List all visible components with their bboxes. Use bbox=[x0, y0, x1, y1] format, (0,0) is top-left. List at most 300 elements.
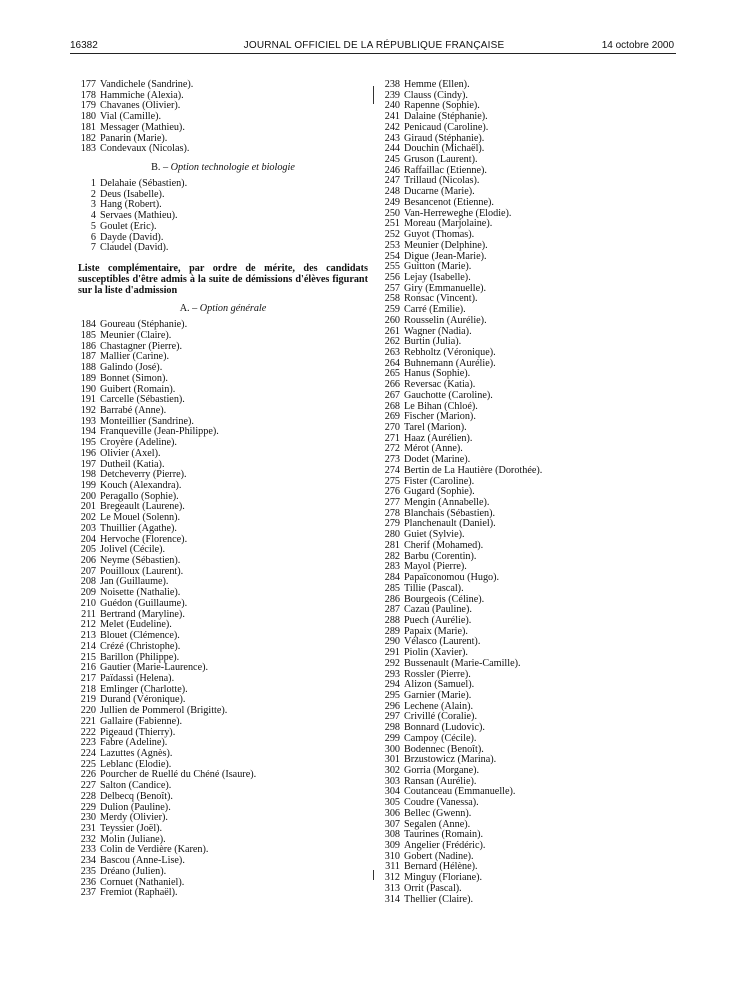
candidate-name: Thuillier (Agathe). bbox=[100, 522, 177, 534]
candidate-name: Angelier (Frédéric). bbox=[404, 840, 486, 852]
list-option-generale bbox=[78, 320, 368, 899]
rank-number: 197 bbox=[80, 458, 96, 470]
rank-number: 208 bbox=[80, 576, 96, 588]
candidate-name: Puech (Aurélie). bbox=[404, 614, 472, 626]
rank-number: 1 bbox=[90, 178, 96, 190]
candidate-name: Gruson (Laurent). bbox=[404, 154, 478, 166]
rank-number: 186 bbox=[80, 340, 96, 352]
rank-number: 287 bbox=[384, 604, 400, 616]
rank-number: 3 bbox=[90, 199, 96, 211]
rank-number: 291 bbox=[384, 647, 400, 659]
rank-number: 191 bbox=[80, 394, 96, 406]
section-subtitle-b: B. – Option technologie et biologie bbox=[151, 162, 295, 174]
candidate-name: Delahaie (Sébastien). bbox=[100, 178, 188, 190]
candidate-name: Leblanc (Elodie). bbox=[100, 758, 172, 770]
rank-number: 203 bbox=[80, 522, 96, 534]
rank-number: 201 bbox=[80, 501, 96, 513]
rank-number: 205 bbox=[80, 544, 96, 556]
rank-number: 304 bbox=[384, 786, 400, 798]
rank-number: 277 bbox=[384, 497, 400, 509]
candidate-name: Lejay (Isabelle). bbox=[404, 271, 471, 283]
candidate-name: Vial (Camille). bbox=[100, 111, 162, 123]
candidate-name: Fremiot (Raphaël). bbox=[100, 887, 178, 899]
candidate-name: Moreau (Marjolaine). bbox=[404, 218, 493, 230]
rank-number: 270 bbox=[384, 422, 400, 433]
list-option-generale-continued bbox=[382, 80, 682, 905]
candidate-name: Gautier (Marie-Laurence). bbox=[100, 662, 209, 674]
candidate-name: Ronsac (Vincent). bbox=[404, 293, 478, 305]
rank-number: 306 bbox=[384, 807, 400, 819]
candidate-name: Gorria (Morgane). bbox=[404, 765, 480, 776]
rank-number: 207 bbox=[80, 565, 96, 577]
rank-number: 301 bbox=[384, 754, 400, 766]
candidate-name: Pourcher de Ruellé du Chéné (Isaure). bbox=[100, 769, 257, 781]
candidate-name: Pouilloux (Laurent). bbox=[100, 565, 184, 577]
candidate-name: Teyssier (Joël). bbox=[100, 823, 163, 834]
candidate-name: Carcelle (Sébastien). bbox=[100, 394, 185, 406]
rank-number: 264 bbox=[384, 357, 400, 369]
candidate-name: Emlinger (Charlotte). bbox=[100, 683, 188, 695]
rank-number: 230 bbox=[80, 812, 96, 824]
rank-number: 295 bbox=[384, 689, 400, 701]
journal-title: JOURNAL OFFICIEL DE LA RÉPUBLIQUE FRANÇAISE bbox=[243, 40, 505, 51]
column-divider-bottom bbox=[373, 870, 374, 880]
rank-number: 280 bbox=[384, 529, 400, 541]
candidate-name: Fischer (Marion). bbox=[404, 411, 476, 423]
rank-number: 308 bbox=[384, 829, 400, 841]
candidate-name: Delbecq (Benoît). bbox=[100, 790, 173, 802]
rank-number: 245 bbox=[384, 154, 400, 166]
rank-number: 300 bbox=[384, 743, 400, 755]
candidate-name: Wagner (Nadia). bbox=[404, 325, 472, 337]
candidate-name: Salton (Candice). bbox=[100, 780, 172, 792]
candidate-name: Planchenault (Daniel). bbox=[404, 518, 496, 530]
candidate-name: Carré (Emilie). bbox=[404, 304, 466, 316]
rank-number: 299 bbox=[384, 732, 400, 744]
rank-number: 278 bbox=[384, 507, 400, 519]
rank-number: 217 bbox=[80, 672, 96, 684]
candidate-name: Bonnet (Simon). bbox=[100, 372, 168, 384]
rank-number: 216 bbox=[80, 662, 96, 674]
rank-number: 238 bbox=[384, 79, 400, 90]
rank-number: 284 bbox=[384, 572, 400, 584]
rank-number: 311 bbox=[385, 861, 400, 873]
candidate-name: Panarin (Marie). bbox=[100, 132, 168, 144]
candidate-name: Bourgeois (Céline). bbox=[404, 593, 485, 605]
candidate-name: Digue (Jean-Marie). bbox=[404, 250, 487, 262]
candidate-name: Croyère (Adeline). bbox=[100, 437, 177, 449]
candidate-name: Papaix (Marie). bbox=[404, 625, 468, 637]
rank-number: 313 bbox=[384, 882, 400, 894]
rank-number: 189 bbox=[80, 372, 96, 384]
rank-number: 222 bbox=[80, 726, 96, 738]
candidate-name: Papaïconomou (Hugo). bbox=[404, 572, 500, 584]
rank-number: 294 bbox=[384, 679, 400, 691]
candidate-name: Jan (Guillaume). bbox=[100, 576, 169, 588]
candidate-name: Bertin de La Hautière (Dorothée). bbox=[404, 464, 543, 476]
candidate-name: Minguy (Floriane). bbox=[404, 872, 483, 884]
candidate-name: Clauss (Cindy). bbox=[404, 89, 468, 101]
candidate-name: Olivier (Axel). bbox=[100, 447, 161, 459]
candidate-name: Rousselin (Aurélie). bbox=[404, 314, 487, 326]
candidate-name: Monteillier (Sandrine). bbox=[100, 415, 194, 427]
rank-number: 297 bbox=[384, 711, 400, 723]
rank-number: 289 bbox=[384, 625, 400, 637]
rank-number: 229 bbox=[80, 801, 96, 813]
rank-number: 6 bbox=[90, 231, 96, 243]
rank-number: 279 bbox=[384, 518, 400, 530]
candidate-name: Cornuet (Nathaniel). bbox=[100, 876, 185, 888]
candidate-name: Barbu (Corentin). bbox=[404, 550, 477, 562]
candidate-name: Païdassi (Helena). bbox=[100, 672, 175, 684]
complementary-list-heading: Liste complémentaire, par ordre de mérite, des candidats susceptibles d'être admis à la suite de démissions d'élèves figurant sur la liste d'admission bbox=[78, 263, 368, 296]
rank-number: 234 bbox=[80, 855, 96, 867]
candidate-name: Mérot (Anne). bbox=[404, 443, 463, 455]
rank-number: 236 bbox=[80, 876, 96, 888]
rank-number: 261 bbox=[384, 325, 400, 337]
rank-number: 219 bbox=[80, 694, 96, 706]
rank-number: 281 bbox=[384, 539, 400, 551]
rank-number: 290 bbox=[384, 636, 400, 648]
rank-number: 227 bbox=[80, 780, 96, 792]
rank-number: 253 bbox=[384, 239, 400, 251]
rank-number: 303 bbox=[384, 775, 400, 787]
candidate-name: Brzustowicz (Marina). bbox=[404, 754, 497, 766]
candidate-name: Dalaine (Stéphanie). bbox=[404, 111, 488, 123]
rank-number: 251 bbox=[384, 218, 400, 230]
rank-number: 202 bbox=[80, 512, 96, 524]
candidate-name: Merdy (Olivier). bbox=[100, 812, 168, 824]
candidate-name: Kouch (Alexandra). bbox=[100, 480, 182, 491]
rank-number: 214 bbox=[80, 640, 96, 652]
candidate-name: Barillon (Philippe). bbox=[100, 651, 180, 663]
rank-number: 310 bbox=[384, 850, 400, 862]
rank-number: 263 bbox=[384, 346, 400, 358]
candidate-name: Raffaillac (Etienne). bbox=[404, 164, 487, 176]
candidate-name: Le Mouel (Solenn). bbox=[100, 512, 181, 524]
candidate-name: Mayol (Pierre). bbox=[404, 561, 467, 573]
candidate-name: Hang (Robert). bbox=[100, 199, 162, 211]
rank-number: 254 bbox=[384, 250, 400, 262]
candidate-name: Deus (Isabelle). bbox=[100, 188, 165, 200]
list-item bbox=[382, 895, 682, 906]
rank-number: 258 bbox=[384, 293, 400, 305]
rank-number: 312 bbox=[384, 872, 400, 884]
candidate-name: Buhnemann (Aurélie). bbox=[404, 357, 496, 369]
rank-number: 237 bbox=[80, 887, 96, 899]
rank-number: 184 bbox=[80, 319, 96, 331]
candidate-name: Detcheverry (Pierre). bbox=[100, 469, 187, 481]
rank-number: 182 bbox=[80, 132, 96, 144]
rank-number: 192 bbox=[80, 404, 96, 416]
candidate-name: Bertrand (Maryline). bbox=[100, 608, 185, 620]
candidate-name: Mengin (Annabelle). bbox=[404, 497, 490, 509]
rank-number: 206 bbox=[80, 555, 96, 567]
candidate-name: Molin (Juliane). bbox=[100, 833, 166, 845]
candidate-name: Cazau (Pauline). bbox=[404, 604, 472, 616]
rank-number: 275 bbox=[384, 475, 400, 487]
list-technologie-biologie bbox=[78, 179, 368, 254]
candidate-name: Servaes (Mathieu). bbox=[100, 210, 178, 222]
candidate-name: Pigeaud (Thierry). bbox=[100, 726, 176, 738]
rank-number: 228 bbox=[80, 790, 96, 802]
rank-number: 188 bbox=[80, 362, 96, 374]
rank-number: 233 bbox=[80, 844, 96, 856]
rank-number: 211 bbox=[81, 608, 96, 620]
candidate-name: Barrabé (Anne). bbox=[100, 404, 167, 416]
rank-number: 302 bbox=[384, 765, 400, 776]
candidate-name: Messager (Mathieu). bbox=[100, 121, 185, 133]
rank-number: 183 bbox=[80, 143, 96, 155]
rank-number: 221 bbox=[80, 715, 96, 727]
candidate-name: Coutanceau (Emmanuelle). bbox=[404, 786, 516, 798]
rank-number: 262 bbox=[384, 336, 400, 348]
candidate-name: Gauchotte (Caroline). bbox=[404, 389, 493, 401]
candidate-name: Douchin (Michaël). bbox=[404, 143, 485, 155]
candidate-name: Condevaux (Nicolas). bbox=[100, 143, 190, 155]
rank-number: 314 bbox=[384, 893, 400, 905]
rank-number: 185 bbox=[80, 329, 96, 341]
candidate-name: Rebholtz (Véronique). bbox=[404, 346, 496, 358]
candidate-name: Jolivel (Cécile). bbox=[100, 544, 166, 556]
rank-number: 242 bbox=[384, 121, 400, 133]
candidate-name: Chastagner (Pierre). bbox=[100, 340, 183, 352]
candidate-name: Trillaud (Nicolas). bbox=[404, 175, 480, 187]
rank-number: 269 bbox=[384, 411, 400, 423]
rank-number: 272 bbox=[384, 443, 400, 455]
rank-number: 276 bbox=[384, 486, 400, 498]
rank-number: 255 bbox=[384, 261, 400, 273]
rank-number: 260 bbox=[384, 314, 400, 326]
candidate-name: Reversac (Katia). bbox=[404, 379, 476, 391]
rank-number: 190 bbox=[80, 383, 96, 395]
rank-number: 235 bbox=[80, 865, 96, 877]
rank-number: 293 bbox=[384, 668, 400, 680]
rank-number: 273 bbox=[384, 454, 400, 466]
rank-number: 209 bbox=[80, 587, 96, 599]
rank-number: 198 bbox=[80, 469, 96, 481]
candidate-name: Campoy (Cécile). bbox=[404, 732, 477, 744]
candidate-name: Dulion (Pauline). bbox=[100, 801, 171, 813]
candidate-name: Vélasco (Laurent). bbox=[404, 636, 481, 648]
candidate-name: Dutheil (Katia). bbox=[100, 458, 165, 470]
rank-number: 286 bbox=[384, 593, 400, 605]
candidate-name: Rapenne (Sophie). bbox=[404, 100, 480, 112]
candidate-name: Fabre (Adeline). bbox=[100, 737, 168, 749]
candidate-name: Crézé (Christophe). bbox=[100, 640, 181, 652]
rank-number: 4 bbox=[90, 210, 96, 222]
candidate-name: Blanchais (Sébastien). bbox=[404, 507, 496, 519]
rank-number: 179 bbox=[80, 100, 96, 112]
candidate-name: Coudre (Vanessa). bbox=[404, 797, 479, 809]
rank-number: 265 bbox=[384, 368, 400, 380]
candidate-name: Hervoche (Florence). bbox=[100, 533, 188, 545]
page-header bbox=[0, 0, 748, 52]
candidate-name: Bodennec (Benoît). bbox=[404, 743, 484, 755]
candidate-name: Hemme (Ellen). bbox=[404, 79, 470, 90]
list-item bbox=[78, 144, 368, 155]
candidate-name: Fister (Caroline). bbox=[404, 475, 475, 487]
candidate-name: Goulet (Eric). bbox=[100, 220, 157, 232]
rank-number: 267 bbox=[384, 389, 400, 401]
rank-number: 282 bbox=[384, 550, 400, 562]
rank-number: 268 bbox=[384, 400, 400, 412]
candidate-name: Lechene (Alain). bbox=[404, 700, 474, 712]
candidate-name: Tarel (Marion). bbox=[404, 422, 467, 433]
candidate-name: Jullien de Pommerol (Brigitte). bbox=[100, 705, 228, 717]
candidate-name: Bernard (Hélène). bbox=[404, 861, 478, 873]
rank-number: 292 bbox=[384, 657, 400, 669]
rank-number: 250 bbox=[384, 207, 400, 219]
rank-number: 285 bbox=[384, 582, 400, 594]
candidate-name: Piolin (Xavier). bbox=[404, 647, 468, 659]
rank-number: 7 bbox=[90, 242, 96, 254]
candidate-name: Melet (Eudeline). bbox=[100, 619, 172, 631]
rank-number: 231 bbox=[80, 823, 96, 834]
candidate-name: Penicaud (Caroline). bbox=[404, 121, 489, 133]
candidate-name: Vandichele (Sandrine). bbox=[100, 79, 194, 90]
candidate-name: Gugard (Sophie). bbox=[404, 486, 475, 498]
right-column bbox=[382, 80, 682, 905]
list-item bbox=[78, 888, 368, 899]
rank-number: 266 bbox=[384, 379, 400, 391]
list-continued bbox=[78, 80, 368, 155]
rank-number: 215 bbox=[80, 651, 96, 663]
rank-number: 296 bbox=[384, 700, 400, 712]
candidate-name: Durand (Véronique). bbox=[100, 694, 186, 706]
rank-number: 298 bbox=[384, 722, 400, 734]
rank-number: 220 bbox=[80, 705, 96, 717]
rank-number: 248 bbox=[384, 186, 400, 198]
candidate-name: Crivillé (Coralie). bbox=[404, 711, 477, 723]
rank-number: 181 bbox=[80, 121, 96, 133]
candidate-name: Guyot (Thomas). bbox=[404, 229, 475, 241]
section-subtitle-a: A. – Option générale bbox=[179, 303, 267, 315]
candidate-name: Dréano (Julien). bbox=[100, 865, 167, 877]
rank-number: 252 bbox=[384, 229, 400, 241]
rank-number: 223 bbox=[80, 737, 96, 749]
candidate-name: Burtin (Julia). bbox=[404, 336, 462, 348]
rank-number: 200 bbox=[80, 490, 96, 502]
candidate-name: Noisette (Nathalie). bbox=[100, 587, 181, 599]
rank-number: 305 bbox=[384, 797, 400, 809]
rank-number: 178 bbox=[80, 89, 96, 101]
rank-number: 274 bbox=[384, 464, 400, 476]
candidate-name: Chavanes (Olivier). bbox=[100, 100, 181, 112]
rank-number: 194 bbox=[80, 426, 96, 438]
rank-number: 226 bbox=[80, 769, 96, 781]
rank-number: 307 bbox=[384, 818, 400, 830]
candidate-name: Peragallo (Sophie). bbox=[100, 490, 179, 502]
issue-date: 14 octobre 2000 bbox=[601, 40, 674, 51]
rank-number: 232 bbox=[80, 833, 96, 845]
candidate-name: Blouet (Clémence). bbox=[100, 630, 180, 642]
rank-number: 259 bbox=[384, 304, 400, 316]
rank-number: 249 bbox=[384, 196, 400, 208]
candidate-name: Le Bihan (Chloé). bbox=[404, 400, 478, 412]
rank-number: 225 bbox=[80, 758, 96, 770]
rank-number: 5 bbox=[90, 220, 96, 232]
rank-number: 239 bbox=[384, 89, 400, 101]
rank-number: 193 bbox=[80, 415, 96, 427]
rank-number: 283 bbox=[384, 561, 400, 573]
candidate-name: Rossler (Pierre). bbox=[404, 668, 471, 680]
rank-number: 224 bbox=[80, 747, 96, 759]
candidate-name: Guitton (Marie). bbox=[404, 261, 472, 273]
header-rule bbox=[70, 53, 676, 54]
candidate-name: Bascou (Anne-Lise). bbox=[100, 855, 185, 867]
candidate-name: Gobert (Nadine). bbox=[404, 850, 474, 862]
rank-number: 213 bbox=[80, 630, 96, 642]
candidate-name: Galindo (José). bbox=[100, 362, 163, 374]
candidate-name: Hanus (Sophie). bbox=[404, 368, 471, 380]
candidate-name: Colin de Verdière (Karen). bbox=[100, 844, 209, 856]
candidate-name: Haaz (Aurélien). bbox=[404, 432, 473, 444]
candidate-name: Tillie (Pascal). bbox=[404, 582, 464, 594]
rank-number: 199 bbox=[80, 480, 96, 491]
rank-number: 244 bbox=[384, 143, 400, 155]
rank-number: 241 bbox=[384, 111, 400, 123]
left-column bbox=[78, 80, 368, 899]
candidate-name: Claudel (David). bbox=[100, 242, 169, 254]
candidate-name: Orrit (Pascal). bbox=[404, 882, 462, 894]
rank-number: 195 bbox=[80, 437, 96, 449]
candidate-name: Goureau (Stéphanie). bbox=[100, 319, 188, 331]
candidate-name: Segalen (Anne). bbox=[404, 818, 471, 830]
rank-number: 187 bbox=[80, 351, 96, 363]
rank-number: 204 bbox=[80, 533, 96, 545]
rank-number: 288 bbox=[384, 614, 400, 626]
rank-number: 271 bbox=[384, 432, 400, 444]
candidate-name: Taurines (Romain). bbox=[404, 829, 484, 841]
candidate-name: Neyme (Sébastien). bbox=[100, 555, 181, 567]
candidate-name: Bregeault (Laurene). bbox=[100, 501, 185, 513]
candidate-name: Alizon (Samuel). bbox=[404, 679, 475, 691]
rank-number: 177 bbox=[80, 79, 96, 90]
candidate-name: Mallier (Carine). bbox=[100, 351, 170, 363]
candidate-name: Meunier (Claire). bbox=[100, 329, 172, 341]
rank-number: 256 bbox=[384, 271, 400, 283]
candidate-name: Giraud (Stéphanie). bbox=[404, 132, 485, 144]
candidate-name: Guiet (Sylvie). bbox=[404, 529, 465, 541]
rank-number: 196 bbox=[80, 447, 96, 459]
candidate-name: Dodet (Marine). bbox=[404, 454, 471, 466]
rank-number: 247 bbox=[384, 175, 400, 187]
candidate-name: Guédon (Guillaume). bbox=[100, 597, 188, 609]
candidate-name: Besancenot (Etienne). bbox=[404, 196, 494, 208]
candidate-name: Thellier (Claire). bbox=[404, 893, 474, 905]
candidate-name: Cherif (Mohamed). bbox=[404, 539, 484, 551]
candidate-name: Guibert (Romain). bbox=[100, 383, 176, 395]
rank-number: 309 bbox=[384, 840, 400, 852]
rank-number: 210 bbox=[80, 597, 96, 609]
candidate-name: Dayde (David). bbox=[100, 231, 164, 243]
page-number: 16382 bbox=[70, 40, 98, 51]
candidate-name: Meunier (Delphine). bbox=[404, 239, 488, 251]
candidate-name: Garnier (Marie). bbox=[404, 689, 472, 701]
rank-number: 257 bbox=[384, 282, 400, 294]
rank-number: 2 bbox=[90, 188, 96, 200]
list-item bbox=[78, 243, 368, 254]
candidate-name: Ducarne (Marie). bbox=[404, 186, 475, 198]
column-divider-top bbox=[373, 86, 374, 104]
rank-number: 180 bbox=[80, 111, 96, 123]
candidate-name: Lazuttes (Agnès). bbox=[100, 747, 173, 759]
candidate-name: Giry (Emmanuelle). bbox=[404, 282, 487, 294]
rank-number: 218 bbox=[80, 683, 96, 695]
rank-number: 212 bbox=[80, 619, 96, 631]
rank-number: 240 bbox=[384, 100, 400, 112]
